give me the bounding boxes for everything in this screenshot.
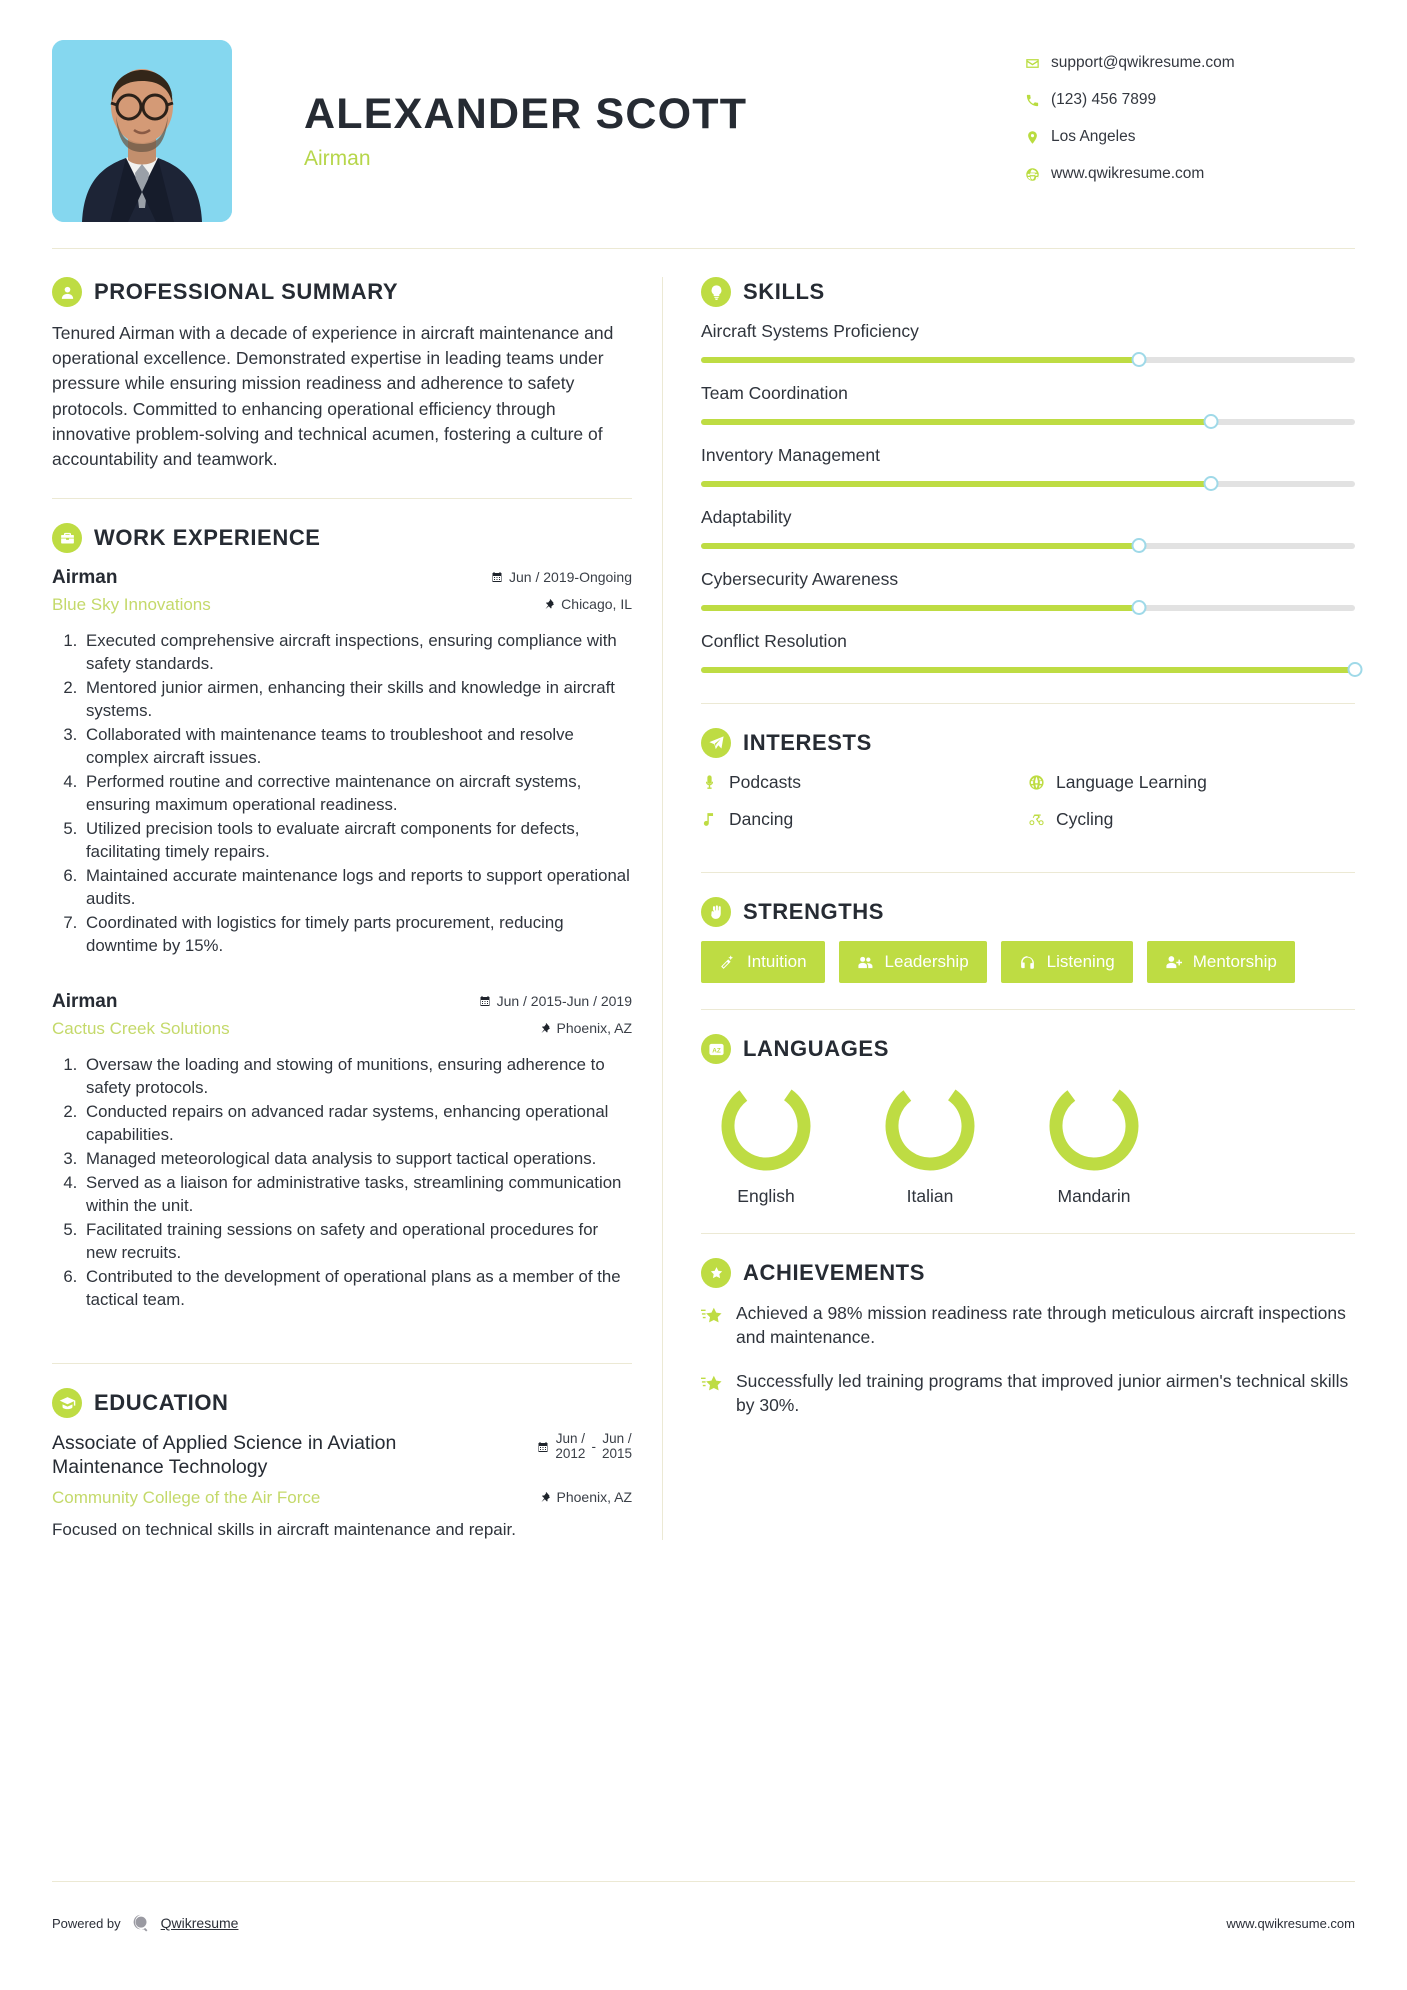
powered-by-label: Powered by bbox=[52, 1915, 121, 1931]
skill-item bbox=[701, 445, 1355, 491]
degree-name: Associate of Applied Science in Aviation Maintenance Technology bbox=[52, 1432, 397, 1478]
bullet: 6. Contributed to the development of operational plans as a member of the tactical team. bbox=[82, 1265, 632, 1311]
achievement-text: Achieved a 98% mission readiness rate through meticulous aircraft inspections and maintenance. bbox=[736, 1303, 1346, 1347]
section-title: WORK EXPERIENCE bbox=[94, 525, 321, 551]
section-divider bbox=[701, 1233, 1355, 1234]
user-plus-icon bbox=[1165, 954, 1182, 971]
bullet: 3. Managed meteorological data analysis to support tactical operations. bbox=[82, 1147, 632, 1170]
language-label: Italian bbox=[906, 1186, 954, 1206]
microphone-icon bbox=[701, 774, 718, 791]
contact-website-value: www.qwikresume.com bbox=[1051, 165, 1205, 182]
content-columns bbox=[52, 249, 1355, 1540]
edu-end-month: Jun / bbox=[602, 1431, 632, 1447]
interests-list bbox=[701, 772, 1355, 846]
contact-location-value: Los Angeles bbox=[1051, 128, 1136, 145]
section-achievements bbox=[701, 1258, 1355, 1418]
section-divider bbox=[701, 872, 1355, 873]
language-label: English bbox=[737, 1186, 795, 1206]
section-heading bbox=[52, 523, 632, 553]
skill-knob[interactable] bbox=[1132, 352, 1147, 367]
footer-url[interactable]: www.qwikresume.com bbox=[1226, 1915, 1355, 1931]
section-skills bbox=[701, 277, 1355, 677]
company-name: Cactus Creek Solutions bbox=[52, 1019, 230, 1039]
contact-phone[interactable] bbox=[1025, 91, 1355, 109]
interest-item bbox=[1028, 809, 1355, 830]
avatar-illustration bbox=[52, 40, 232, 222]
bullet: 1. Executed comprehensive aircraft inspections, ensuring compliance with safety standards. bbox=[82, 629, 632, 675]
interest-item bbox=[1028, 772, 1355, 793]
contact-phone-value: (123) 456 7899 bbox=[1051, 91, 1157, 108]
job-title: Airman bbox=[52, 991, 118, 1013]
section-title: SKILLS bbox=[743, 279, 825, 304]
skill-item bbox=[701, 569, 1355, 615]
strength-chip bbox=[701, 941, 825, 983]
bullet: 5. Facilitated training sessions on safety and operational procedures for new recruits. bbox=[82, 1218, 632, 1264]
interest-item bbox=[701, 772, 1028, 793]
skill-item bbox=[701, 383, 1355, 429]
achievement-text: Successfully led training programs that improved junior airmen's technical skills by 30%. bbox=[736, 1370, 1349, 1415]
phone-icon bbox=[1025, 93, 1051, 108]
language-item bbox=[865, 1078, 995, 1207]
job-dates bbox=[479, 993, 632, 1009]
skill-item bbox=[701, 631, 1355, 677]
skills-list bbox=[701, 321, 1355, 677]
calendar-icon bbox=[491, 571, 503, 583]
skill-item bbox=[701, 507, 1355, 553]
bullet: 7. Coordinated with logistics for timely parts procurement, reducing downtime by 15%. bbox=[82, 911, 632, 957]
skill-knob[interactable] bbox=[1204, 414, 1219, 429]
skill-progress[interactable] bbox=[701, 415, 1355, 429]
section-heading bbox=[701, 1034, 1355, 1064]
section-education bbox=[52, 1388, 632, 1540]
bullet: 6. Maintained accurate maintenance logs and reports to support operational audits. bbox=[82, 864, 632, 910]
section-heading bbox=[701, 897, 1355, 927]
bicycle-icon bbox=[1028, 811, 1045, 828]
resume-header bbox=[52, 0, 1355, 242]
person-role: Airman bbox=[304, 147, 371, 171]
bullet: 2. Mentored junior airmen, enhancing their skills and knowledge in aircraft systems. bbox=[82, 676, 632, 722]
trophy-star-icon bbox=[701, 1258, 731, 1288]
language-donut bbox=[718, 1078, 814, 1174]
section-heading bbox=[701, 728, 1355, 758]
work-entry bbox=[52, 991, 632, 1311]
qwikresume-logo-icon bbox=[130, 1912, 152, 1934]
skill-knob[interactable] bbox=[1204, 476, 1219, 491]
strength-label: Intuition bbox=[747, 952, 807, 971]
interest-label: Language Learning bbox=[1056, 772, 1207, 792]
job-dates-value: Jun / 2015-Jun / 2019 bbox=[496, 993, 632, 1010]
job-dates bbox=[491, 569, 632, 585]
edu-end bbox=[602, 1432, 632, 1462]
pushpin-icon bbox=[539, 1022, 551, 1034]
skill-fill bbox=[701, 667, 1355, 673]
skill-progress[interactable] bbox=[701, 601, 1355, 615]
section-divider bbox=[52, 1363, 632, 1364]
photo-container bbox=[52, 40, 234, 222]
translate-icon bbox=[701, 1034, 731, 1064]
section-title: ACHIEVEMENTS bbox=[743, 1260, 925, 1285]
language-item bbox=[701, 1078, 831, 1207]
strength-label: Listening bbox=[1046, 952, 1115, 971]
skill-progress[interactable] bbox=[701, 353, 1355, 367]
paper-plane-icon bbox=[701, 728, 731, 758]
skill-fill bbox=[701, 419, 1211, 425]
section-divider bbox=[701, 703, 1355, 704]
section-title: INTERESTS bbox=[743, 730, 872, 755]
skill-fill bbox=[701, 543, 1139, 549]
language-label: Mandarin bbox=[1057, 1186, 1131, 1206]
skill-fill bbox=[701, 357, 1139, 363]
page-footer bbox=[52, 1912, 1355, 1934]
globe-icon bbox=[1025, 167, 1051, 182]
skill-label: Conflict Resolution bbox=[701, 631, 847, 651]
strength-chip bbox=[839, 941, 987, 983]
users-icon bbox=[857, 954, 874, 971]
education-location-value: Phoenix, AZ bbox=[556, 1488, 632, 1505]
bullet: 4. Performed routine and corrective maintenance on aircraft systems, ensuring maximum operational readiness. bbox=[82, 770, 632, 816]
job-location-value: Chicago, IL bbox=[561, 596, 632, 613]
language-item bbox=[1029, 1078, 1159, 1207]
skill-label: Inventory Management bbox=[701, 445, 880, 465]
section-divider bbox=[52, 498, 632, 499]
job-dates-value: Jun / 2019-Ongoing bbox=[509, 569, 632, 586]
interest-label: Cycling bbox=[1056, 809, 1114, 829]
bullet: 2. Conducted repairs on advanced radar systems, enhancing operational capabilities. bbox=[82, 1100, 632, 1146]
email-icon bbox=[1025, 56, 1051, 71]
lightbulb-icon bbox=[701, 277, 731, 307]
edu-end-year: 2015 bbox=[601, 1445, 632, 1461]
job-title: Airman bbox=[52, 567, 118, 589]
date-dash: - bbox=[591, 1438, 596, 1454]
skill-knob[interactable] bbox=[1348, 662, 1363, 677]
interest-label: Podcasts bbox=[729, 772, 801, 792]
skill-progress[interactable] bbox=[701, 663, 1355, 677]
graduation-icon bbox=[52, 1388, 82, 1418]
magic-wand-icon bbox=[719, 954, 736, 971]
name-block bbox=[234, 40, 1025, 171]
skill-knob[interactable] bbox=[1132, 538, 1147, 553]
language-donut bbox=[1046, 1078, 1142, 1174]
skill-label: Cybersecurity Awareness bbox=[701, 569, 899, 589]
education-location bbox=[539, 1489, 633, 1505]
bullet: 4. Served as a liaison for administrative tasks, streamlining communication within the unit. bbox=[82, 1171, 632, 1217]
calendar-icon bbox=[537, 1441, 549, 1453]
job-location bbox=[543, 596, 632, 612]
skill-label: Aircraft Systems Proficiency bbox=[701, 321, 919, 341]
section-title: EDUCATION bbox=[94, 1390, 229, 1416]
calendar-icon bbox=[479, 995, 491, 1007]
bullet: 3. Collaborated with maintenance teams to troubleshoot and resolve complex aircraft issues. bbox=[82, 723, 632, 769]
hand-icon bbox=[701, 897, 731, 927]
profile-photo bbox=[52, 40, 232, 222]
contact-location bbox=[1025, 128, 1355, 146]
edu-start-year: 2012 bbox=[555, 1445, 586, 1461]
company-name: Blue Sky Innovations bbox=[52, 595, 211, 615]
interest-item bbox=[701, 809, 1028, 830]
skill-label: Adaptability bbox=[701, 507, 792, 527]
skill-knob[interactable] bbox=[1132, 600, 1147, 615]
star-badge-icon bbox=[701, 1305, 723, 1327]
footer-divider bbox=[52, 1881, 1355, 1882]
section-title: LANGUAGES bbox=[743, 1036, 889, 1061]
strengths-list bbox=[701, 941, 1355, 983]
section-heading bbox=[52, 1388, 632, 1418]
strength-label: Mentorship bbox=[1192, 952, 1277, 971]
edu-start bbox=[555, 1432, 585, 1462]
section-title: STRENGTHS bbox=[743, 899, 885, 924]
left-column bbox=[52, 277, 662, 1540]
bullet: 1. Oversaw the loading and stowing of munitions, ensuring adherence to safety protocols. bbox=[82, 1053, 632, 1099]
languages-list bbox=[701, 1078, 1355, 1207]
interest-label: Dancing bbox=[729, 809, 794, 829]
strength-chip bbox=[1147, 941, 1295, 983]
skill-progress[interactable] bbox=[701, 539, 1355, 553]
contact-website[interactable] bbox=[1025, 165, 1355, 183]
contact-email[interactable] bbox=[1025, 54, 1355, 72]
section-interests bbox=[701, 728, 1355, 846]
education-date-range bbox=[555, 1432, 632, 1462]
language-donut bbox=[882, 1078, 978, 1174]
headphones-icon bbox=[1019, 954, 1036, 971]
skill-fill bbox=[701, 605, 1139, 611]
achievement-item bbox=[701, 1370, 1355, 1418]
svg-text:AZ: AZ bbox=[711, 1046, 721, 1054]
strength-chip bbox=[1001, 941, 1133, 983]
job-bullets bbox=[52, 629, 632, 957]
skill-progress[interactable] bbox=[701, 477, 1355, 491]
person-name: ALEXANDER SCOTT bbox=[304, 90, 748, 138]
powered-by-block bbox=[52, 1912, 238, 1934]
briefcase-icon bbox=[52, 523, 82, 553]
pushpin-icon bbox=[543, 598, 555, 610]
pushpin-icon bbox=[539, 1491, 551, 1503]
skill-fill bbox=[701, 481, 1211, 487]
achievement-item bbox=[701, 1302, 1355, 1350]
education-description: Focused on technical skills in aircraft maintenance and repair. bbox=[52, 1519, 516, 1539]
edu-start-month: Jun / bbox=[555, 1431, 586, 1447]
globe-icon bbox=[1028, 774, 1045, 791]
skill-item bbox=[701, 321, 1355, 367]
bullet: 5. Utilized precision tools to evaluate aircraft components for defects, facilitating timely repairs. bbox=[82, 817, 632, 863]
work-entry bbox=[52, 567, 632, 957]
music-note-icon bbox=[701, 811, 718, 828]
summary-text: Tenured Airman with a decade of experience in aircraft maintenance and operational excellence. Demonstrated expertise in leading teams under pressure while ensuring mission readiness and adherence to safety protocols. Committed to enhancing operational efficiency through innovative problem-solving and technical acumen, fostering a culture of accountability and teamwork. bbox=[52, 323, 614, 469]
section-title: PROFESSIONAL SUMMARY bbox=[94, 279, 399, 304]
section-strengths bbox=[701, 897, 1355, 983]
location-pin-icon bbox=[1025, 130, 1051, 145]
section-languages bbox=[701, 1034, 1355, 1207]
section-heading bbox=[52, 277, 632, 307]
job-location-value: Phoenix, AZ bbox=[556, 1020, 632, 1037]
strength-label: Leadership bbox=[884, 952, 969, 971]
job-location bbox=[539, 1020, 633, 1036]
brand-link[interactable]: Qwikresume bbox=[160, 1915, 239, 1931]
school-name: Community College of the Air Force bbox=[52, 1487, 321, 1507]
star-badge-icon bbox=[701, 1373, 723, 1395]
right-column bbox=[663, 277, 1355, 1540]
education-dates bbox=[537, 1432, 632, 1462]
contact-email-value: support@qwikresume.com bbox=[1051, 54, 1235, 71]
section-heading bbox=[701, 277, 1355, 307]
section-heading bbox=[701, 1258, 1355, 1288]
job-bullets bbox=[52, 1053, 632, 1311]
section-divider bbox=[701, 1009, 1355, 1010]
user-icon bbox=[52, 277, 82, 307]
section-professional-summary bbox=[52, 277, 632, 472]
section-work-experience bbox=[52, 523, 632, 1311]
contact-list bbox=[1025, 40, 1355, 202]
skill-label: Team Coordination bbox=[701, 383, 848, 403]
